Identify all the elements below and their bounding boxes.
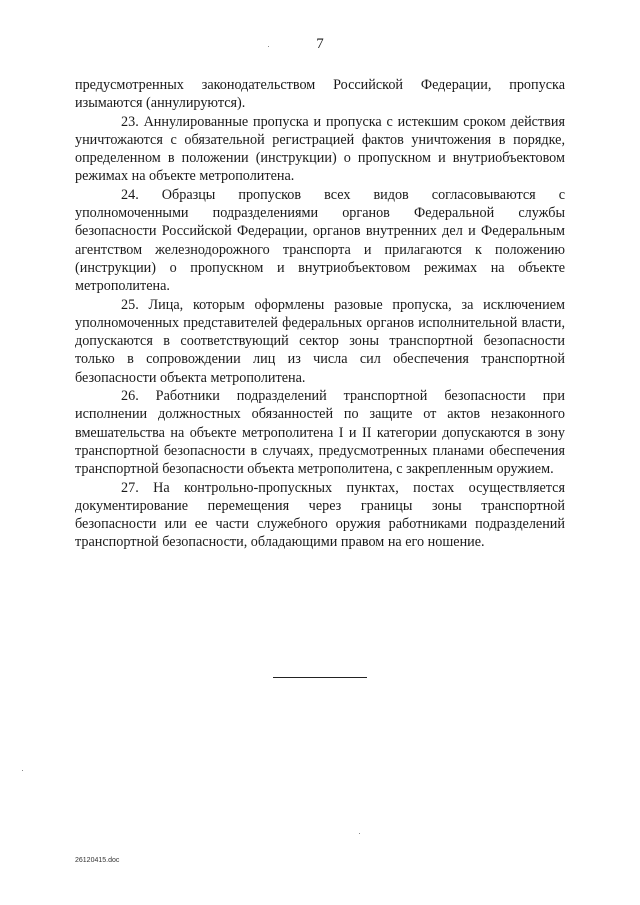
paragraph-25: 25. Лица, которым оформлены разовые пропуска, за исключением уполномоченных представителей федеральных органов исполнительной власти, допускаются в соответствующий сектор зоны транспортной безопасности только в сопровождении лиц из числа сил обеспечения транспортной безопасности объекта метрополитена. (75, 296, 565, 386)
paragraph-continuation: предусмотренных законодательством Российской Федерации, пропуска изымаются (аннулируются). (75, 77, 565, 112)
document-body (75, 76, 565, 552)
scan-speck (22, 770, 23, 771)
page-number: 7 (316, 36, 324, 52)
closing-divider-line (273, 677, 367, 678)
paragraph-24: 24. Образцы пропусков всех видов согласовываются с уполномоченными подразделениями органов Федеральной службы безопасности Российской Федерации, органов внутренних дел и Федеральным агентством железнодорожного транспорта и прилагаются к положению (инструкции) о пропускном и внутриобъектовом режимах на объекте метрополитена. (75, 186, 565, 295)
paragraph-23: 23. Аннулированные пропуска и пропуска с истекшим сроком действия уничтожаются с обязательной регистрацией фактов уничтожения в порядке, определенном в положении (инструкции) о пропускном и внутриобъектовом режимах на объекте метрополитена. (75, 113, 565, 185)
footer-filename: 26120415.doc (75, 857, 120, 864)
paragraph-27: 27. На контрольно-пропускных пунктах, постах осуществляется документирование перемещения через границы зоны транспортной безопасности или ее части служебного оружия работниками подразделений транспортной безопасности, обладающими правом на его ношение. (75, 479, 565, 551)
paragraph-26: 26. Работники подразделений транспортной безопасности при исполнении должностных обязанностей по защите от актов незаконного вмешательства на объекте метрополитена I и II категории допускаются в зону транспортной безопасности в случаях, предусмотренных планами обеспечения транспортной безопасности объекта метрополитена, с закрепленным оружием. (75, 388, 565, 478)
scan-speck (268, 46, 269, 47)
scan-speck (359, 833, 360, 834)
